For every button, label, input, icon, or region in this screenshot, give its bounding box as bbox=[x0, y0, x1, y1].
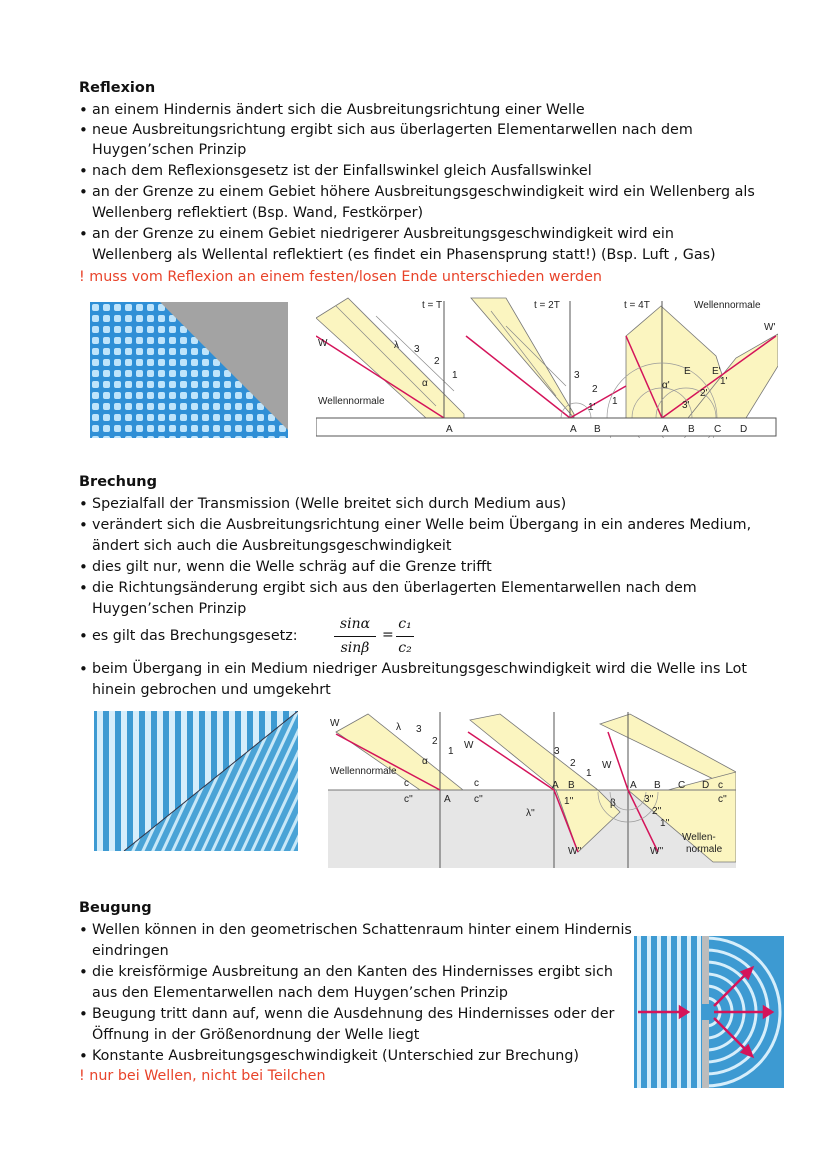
angle-label: α bbox=[422, 378, 428, 389]
bullet-text: eindringen bbox=[92, 943, 169, 959]
lambda-label: λ bbox=[396, 722, 401, 733]
beugung-note: ! nur bei Wellen, nicht bei Teilchen bbox=[79, 1068, 326, 1084]
bullet-text: Spezialfall der Transmission (Welle breitet sich durch Medium aus) bbox=[92, 496, 567, 512]
list-item: • an der Grenze zu einem Gebiet niedrigerer Ausbreitungsgeschwindigkeit wird ein bbox=[79, 225, 674, 243]
list-item: • Wellen können in den geometrischen Schattenraum hinter einem Hindernis bbox=[79, 921, 632, 939]
reflexion-ripple-tank-image bbox=[90, 302, 288, 438]
brechung-diagram bbox=[328, 712, 736, 868]
speed-label: c'' bbox=[474, 794, 483, 805]
point-label: A bbox=[630, 780, 637, 791]
diffraction-image bbox=[634, 936, 784, 1088]
bullet-text: beim Übergang in ein Medium niedriger Ausbreitungsgeschwindigkeit wird die Welle ins Lot bbox=[92, 661, 748, 677]
brechung-last-bullet bbox=[0, 659, 828, 701]
wave-number: 2'' bbox=[652, 806, 662, 817]
beugung-bullet-list bbox=[0, 920, 632, 1067]
wave-number: 3 bbox=[574, 370, 580, 381]
speed-label: c'' bbox=[404, 794, 413, 805]
speed-label: c bbox=[404, 778, 409, 789]
beugung-heading: Beugung bbox=[79, 900, 152, 916]
bullet-text: Wellen können in den geometrischen Schattenraum hinter einem Hindernis bbox=[92, 922, 632, 938]
list-item: • die Richtungsänderung ergibt sich aus den überlagerten Elementarwellen nach dem bbox=[79, 579, 697, 597]
bullet-text: Beugung tritt dann auf, wenn die Ausdehnung des Hindernisses oder der bbox=[92, 1006, 615, 1022]
reflexion-note: ! muss vom Reflexion an einem festen/losen Ende unterschieden werden bbox=[79, 269, 602, 285]
wave-number: 3 bbox=[414, 344, 420, 355]
list-item: • neue Ausbreitungsrichtung ergibt sich aus überlagerten Elementarwellen nach dem bbox=[79, 121, 693, 139]
wave-number: 1'' bbox=[564, 796, 574, 807]
bullet-text: Wellenberg reflektiert (Bsp. Wand, Festkörper) bbox=[92, 205, 424, 221]
wave-number: 1 bbox=[452, 370, 458, 381]
formula-equals: = bbox=[382, 627, 394, 643]
formula-denominator: sinβ bbox=[340, 640, 370, 656]
point-label: E' bbox=[712, 366, 721, 377]
bullet-text: hinein gebrochen und umgekehrt bbox=[92, 682, 331, 698]
bullet-text: Huygen’schen Prinzip bbox=[92, 601, 247, 617]
bullet-text: dies gilt nur, wenn die Welle schräg auf die Grenze trifft bbox=[92, 559, 492, 575]
bullet-text: die kreisförmige Ausbreitung an den Kanten des Hindernisses ergibt sich bbox=[92, 964, 613, 980]
bullet-text: an einem Hindernis ändert sich die Ausbreitungsrichtung einer Welle bbox=[92, 102, 585, 118]
wave-number: 3' bbox=[682, 400, 690, 411]
list-item: • verändert sich die Ausbreitungsrichtung einer Welle beim Übergang in ein anderes Medium, bbox=[79, 516, 752, 534]
point-label: C bbox=[714, 424, 722, 435]
formula-numerator: c₁ bbox=[398, 616, 412, 632]
list-item-continuation bbox=[0, 245, 828, 266]
wave-label: W' bbox=[764, 322, 776, 333]
reflexion-diagram bbox=[316, 296, 778, 438]
wave-number: 1 bbox=[586, 768, 592, 779]
wave-normal-label: Wellennormale bbox=[694, 300, 761, 311]
wave-normal-label: Wellennormale bbox=[318, 396, 385, 407]
brechung-ripple-tank-image bbox=[94, 711, 298, 851]
list-item: • beim Übergang in ein Medium niedriger Ausbreitungsgeschwindigkeit wird die Welle ins Lot bbox=[79, 660, 748, 678]
point-label: B bbox=[568, 780, 575, 791]
point-label: A bbox=[552, 780, 559, 791]
speed-label: c bbox=[474, 778, 479, 789]
bullet-text: an der Grenze zu einem Gebiet niedrigerer Ausbreitungsgeschwindigkeit wird ein bbox=[92, 226, 674, 242]
point-label: A bbox=[446, 424, 453, 435]
bullet-text: die Richtungsänderung ergibt sich aus den überlagerten Elementarwellen nach dem bbox=[92, 580, 697, 596]
bullet-text: Wellenberg als Wellental reflektiert (es findet ein Phasensprung statt!) (Bsp. Luft , Gas) bbox=[92, 247, 716, 263]
point-label: D bbox=[740, 424, 748, 435]
point-label: C bbox=[678, 780, 686, 791]
list-item-continuation bbox=[0, 941, 620, 962]
wave-number: 1 bbox=[612, 396, 618, 407]
speed-label: c'' bbox=[718, 794, 727, 805]
brechung-bullet-list bbox=[0, 494, 828, 620]
wave-number: 2 bbox=[434, 356, 440, 367]
wave-number: 1' bbox=[588, 402, 596, 413]
lambda-label: λ bbox=[394, 340, 399, 351]
point-label: A bbox=[570, 424, 577, 435]
point-label: B bbox=[594, 424, 601, 435]
time-label: t = 2T bbox=[534, 300, 560, 311]
reflexion-heading: Reflexion bbox=[79, 80, 156, 96]
list-item: • Spezialfall der Transmission (Welle breitet sich durch Medium aus) bbox=[79, 495, 567, 513]
wave-normal-label: Wellen- bbox=[682, 832, 716, 843]
speed-label: c bbox=[718, 780, 723, 791]
angle-label: β bbox=[610, 798, 616, 809]
list-item: • bbox=[79, 627, 88, 645]
wave-label: W bbox=[602, 760, 612, 771]
formula-numerator: sinα bbox=[339, 616, 371, 632]
list-item: • Beugung tritt dann auf, wenn die Ausdehnung des Hindernisses oder der bbox=[79, 1005, 615, 1023]
wave-number: 3'' bbox=[644, 794, 654, 805]
list-item-continuation bbox=[0, 140, 828, 161]
bullet-text: Huygen’schen Prinzip bbox=[92, 142, 247, 158]
list-item: • an einem Hindernis ändert sich die Ausbreitungsrichtung einer Welle bbox=[79, 101, 585, 119]
time-label: t = T bbox=[422, 300, 443, 311]
wave-label: W bbox=[318, 338, 328, 349]
list-item: • dies gilt nur, wenn die Welle schräg auf die Grenze trifft bbox=[79, 558, 492, 576]
bullet-text: Konstante Ausbreitungsgeschwindigkeit (Unterschied zur Brechung) bbox=[92, 1048, 580, 1064]
list-item: • die kreisförmige Ausbreitung an den Kanten des Hindernisses ergibt sich bbox=[79, 963, 613, 981]
list-item-continuation bbox=[0, 983, 620, 1004]
bullet-text: neue Ausbreitungsrichtung ergibt sich aus überlagerten Elementarwellen nach dem bbox=[92, 122, 693, 138]
wave-label: W bbox=[330, 718, 340, 729]
wave-number: 2 bbox=[592, 384, 598, 395]
wave-number: 1' bbox=[720, 376, 728, 387]
list-item-continuation bbox=[0, 680, 828, 701]
wave-number: 3 bbox=[416, 724, 422, 735]
wave-number: 2 bbox=[432, 736, 438, 747]
wave-number: 1'' bbox=[660, 818, 670, 829]
list-item-continuation bbox=[0, 1025, 620, 1046]
bullet-text: ändert sich auch die Ausbreitungsgeschwindigkeit bbox=[92, 538, 452, 554]
list-item-continuation bbox=[0, 599, 828, 620]
point-label: B bbox=[654, 780, 661, 791]
wave-label: W'' bbox=[650, 846, 664, 857]
wave-number: 2' bbox=[700, 388, 708, 399]
wave-number: 1 bbox=[448, 746, 454, 757]
bullet-text: nach dem Reflexionsgesetz ist der Einfallswinkel gleich Ausfallswinkel bbox=[92, 163, 592, 179]
lambda-label: λ'' bbox=[526, 808, 535, 819]
point-label: D bbox=[702, 780, 710, 791]
wave-number: 2 bbox=[570, 758, 576, 769]
wave-label: W'' bbox=[568, 846, 582, 857]
list-item-continuation bbox=[0, 536, 828, 557]
list-item-continuation bbox=[0, 203, 828, 224]
bullet-text: verändert sich die Ausbreitungsrichtung einer Welle beim Übergang in ein anderes Medium, bbox=[92, 517, 752, 533]
list-item: • Konstante Ausbreitungsgeschwindigkeit (Unterschied zur Brechung) bbox=[79, 1047, 580, 1065]
formula-denominator: c₂ bbox=[398, 640, 412, 656]
point-label: A bbox=[444, 794, 451, 805]
wave-number: 3 bbox=[554, 746, 560, 757]
wave-label: W bbox=[464, 740, 474, 751]
point-label: A bbox=[662, 424, 669, 435]
bullet-text: an der Grenze zu einem Gebiet höhere Ausbreitungsgeschwindigkeit wird ein Wellenberg als bbox=[92, 184, 755, 200]
angle-label: α' bbox=[662, 380, 670, 391]
list-item: • nach dem Reflexionsgesetz ist der Einfallswinkel gleich Ausfallswinkel bbox=[79, 162, 592, 180]
law-label: es gilt das Brechungsgesetz: bbox=[92, 628, 298, 644]
wave-normal-label: normale bbox=[686, 844, 723, 855]
reflexion-bullet-list bbox=[0, 100, 828, 266]
wave-normal-label: Wellennormale bbox=[330, 766, 397, 777]
point-label: B bbox=[688, 424, 695, 435]
angle-label: α bbox=[422, 756, 428, 767]
list-item: • an der Grenze zu einem Gebiet höhere Ausbreitungsgeschwindigkeit wird ein Wellenberg als bbox=[79, 183, 755, 201]
bullet-text: Öffnung in der Größenordnung der Welle liegt bbox=[92, 1027, 420, 1043]
point-label: E bbox=[684, 366, 691, 377]
time-label: t = 4T bbox=[624, 300, 650, 311]
bullet-text: aus den Elementarwellen nach dem Huygen’schen Prinzip bbox=[92, 985, 508, 1001]
brechung-heading: Brechung bbox=[79, 474, 157, 490]
